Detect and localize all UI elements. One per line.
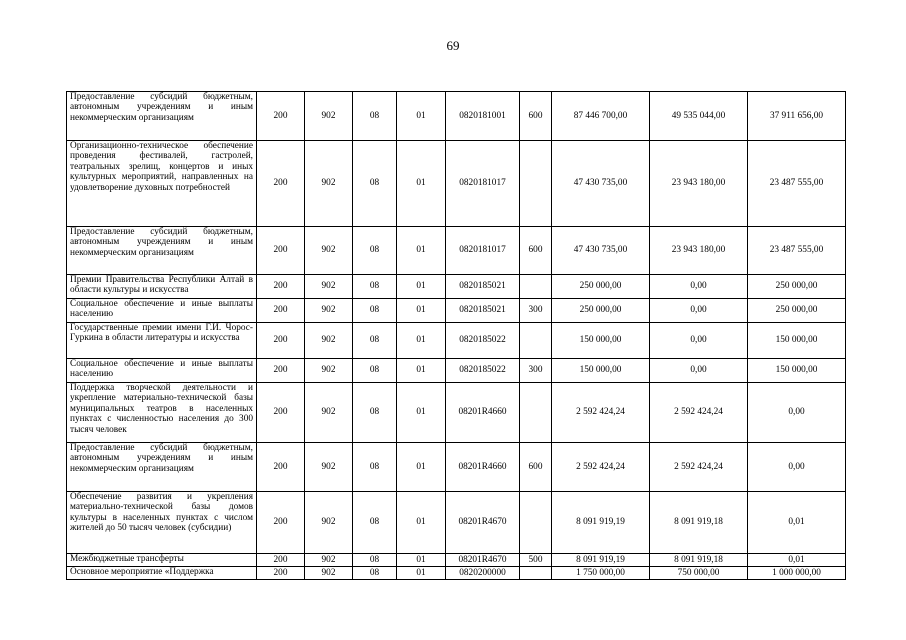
table-body	[67, 92, 846, 580]
row-sum-regional-cell: 150 000,00	[748, 359, 846, 383]
row-ved-code-cell: 902	[305, 275, 353, 299]
row-name-cell: Основное мероприятие «Поддержка	[67, 567, 257, 580]
row-subsection-cell: 01	[397, 383, 446, 443]
row-subsection-cell: 01	[397, 323, 446, 359]
row-ved-code-cell: 902	[305, 554, 353, 567]
row-sum-federal-cell: 0,00	[650, 323, 748, 359]
row-sum-total-cell: 250 000,00	[552, 299, 650, 323]
row-section-cell: 08	[353, 443, 397, 492]
row-ved-code-cell: 902	[305, 383, 353, 443]
row-expense-type-cell	[520, 141, 552, 227]
row-name-cell: Социальное обеспечение и иные выплаты населению	[67, 299, 257, 323]
row-target-article-cell: 0820185021	[446, 275, 520, 299]
row-section-cell: 08	[353, 359, 397, 383]
row-sum-federal-cell: 750 000,00	[650, 567, 748, 580]
table-row	[67, 92, 846, 141]
row-section-cell: 08	[353, 567, 397, 580]
row-section-cell: 08	[353, 141, 397, 227]
row-name-cell: Обеспечение развития и укрепления материально-технической базы домов культуры в населенных пунктах с числом жителей до 50 тысяч человек (субсидии)	[67, 492, 257, 554]
row-name-cell: Социальное обеспечение и иные выплаты населению	[67, 359, 257, 383]
table-row	[67, 299, 846, 323]
row-target-article-cell: 08201R4660	[446, 443, 520, 492]
row-sum-total-cell: 150 000,00	[552, 323, 650, 359]
row-sum-total-cell: 87 446 700,00	[552, 92, 650, 141]
row-sum-regional-cell: 0,00	[748, 383, 846, 443]
row-ved-code-cell: 902	[305, 323, 353, 359]
row-sum-total-cell: 150 000,00	[552, 359, 650, 383]
table-row	[67, 492, 846, 554]
row-expense-type-cell	[520, 275, 552, 299]
row-subsection-cell: 01	[397, 359, 446, 383]
row-sum-federal-cell: 23 943 180,00	[650, 141, 748, 227]
row-name-cell: Поддержка творческой деятельности и укрепление материально-технической базы муниципальных театров в населенных пунктах с численностью населения до 300 тысяч человек	[67, 383, 257, 443]
row-sum-federal-cell: 2 592 424,24	[650, 383, 748, 443]
row-ved-code-cell: 902	[305, 567, 353, 580]
page-number: 69	[446, 38, 460, 53]
table-row	[67, 227, 846, 275]
row-target-article-cell: 08201R4660	[446, 383, 520, 443]
table-row	[67, 275, 846, 299]
row-target-article-cell: 08201R4670	[446, 492, 520, 554]
row-sum-total-cell: 2 592 424,24	[552, 383, 650, 443]
row-section-cell: 08	[353, 554, 397, 567]
row-section-cell: 08	[353, 492, 397, 554]
row-ved-code-cell: 902	[305, 299, 353, 323]
row-sum-total-cell: 8 091 919,19	[552, 554, 650, 567]
row-name-cell: Государственные премии имени Г.И. Чорос-Гуркина в области литературы и искусства	[67, 323, 257, 359]
row-subsection-cell: 01	[397, 299, 446, 323]
row-sum-regional-cell: 0,00	[748, 443, 846, 492]
row-sum-federal-cell: 8 091 919,18	[650, 554, 748, 567]
table-row	[67, 359, 846, 383]
row-expense-type-cell	[520, 323, 552, 359]
row-target-article-cell: 08201R4670	[446, 554, 520, 567]
row-subsection-cell: 01	[397, 92, 446, 141]
row-grbs-cell: 200	[257, 359, 305, 383]
row-grbs-cell: 200	[257, 567, 305, 580]
row-grbs-cell: 200	[257, 554, 305, 567]
row-sum-total-cell: 47 430 735,00	[552, 141, 650, 227]
row-grbs-cell: 200	[257, 141, 305, 227]
table-row	[67, 141, 846, 227]
row-name-cell: Организационно-техническое обеспечение проведения фестивалей, гастролей, театральных зрелищ, концертов и иных культурных мероприятий, направленных на удовлетворение духовных потребностей	[67, 141, 257, 227]
row-sum-regional-cell: 23 487 555,00	[748, 227, 846, 275]
row-target-article-cell: 0820185021	[446, 299, 520, 323]
row-sum-federal-cell: 0,00	[650, 299, 748, 323]
row-subsection-cell: 01	[397, 554, 446, 567]
row-sum-federal-cell: 49 535 044,00	[650, 92, 748, 141]
row-grbs-cell: 200	[257, 492, 305, 554]
row-subsection-cell: 01	[397, 227, 446, 275]
row-target-article-cell: 0820181017	[446, 141, 520, 227]
row-target-article-cell: 0820181017	[446, 227, 520, 275]
row-sum-regional-cell: 1 000 000,00	[748, 567, 846, 580]
table-row	[67, 383, 846, 443]
row-grbs-cell: 200	[257, 92, 305, 141]
row-sum-regional-cell: 250 000,00	[748, 299, 846, 323]
row-sum-total-cell: 47 430 735,00	[552, 227, 650, 275]
row-sum-regional-cell: 250 000,00	[748, 275, 846, 299]
row-sum-regional-cell: 0,01	[748, 554, 846, 567]
table-row	[67, 443, 846, 492]
row-section-cell: 08	[353, 383, 397, 443]
row-expense-type-cell	[520, 492, 552, 554]
row-sum-regional-cell: 23 487 555,00	[748, 141, 846, 227]
row-subsection-cell: 01	[397, 275, 446, 299]
row-ved-code-cell: 902	[305, 227, 353, 275]
row-section-cell: 08	[353, 299, 397, 323]
row-sum-federal-cell: 8 091 919,18	[650, 492, 748, 554]
budget-table	[66, 91, 846, 580]
row-subsection-cell: 01	[397, 141, 446, 227]
row-expense-type-cell	[520, 383, 552, 443]
row-expense-type-cell: 300	[520, 359, 552, 383]
row-sum-federal-cell: 23 943 180,00	[650, 227, 748, 275]
row-sum-federal-cell: 2 592 424,24	[650, 443, 748, 492]
row-target-article-cell: 0820185022	[446, 359, 520, 383]
row-name-cell: Предоставление субсидий бюджетным, автономным учреждениям и иным некоммерческим организациям	[67, 92, 257, 141]
row-expense-type-cell: 600	[520, 227, 552, 275]
row-sum-total-cell: 2 592 424,24	[552, 443, 650, 492]
row-target-article-cell: 0820200000	[446, 567, 520, 580]
row-sum-federal-cell: 0,00	[650, 275, 748, 299]
row-sum-federal-cell: 0,00	[650, 359, 748, 383]
row-sum-regional-cell: 0,01	[748, 492, 846, 554]
row-expense-type-cell: 600	[520, 443, 552, 492]
row-sum-regional-cell: 37 911 656,00	[748, 92, 846, 141]
row-target-article-cell: 0820185022	[446, 323, 520, 359]
row-section-cell: 08	[353, 92, 397, 141]
row-section-cell: 08	[353, 227, 397, 275]
row-name-cell: Премии Правительства Республики Алтай в области культуры и искусства	[67, 275, 257, 299]
row-subsection-cell: 01	[397, 567, 446, 580]
row-name-cell: Предоставление субсидий бюджетным, автономным учреждениям и иным некоммерческим организациям	[67, 443, 257, 492]
row-section-cell: 08	[353, 323, 397, 359]
row-subsection-cell: 01	[397, 492, 446, 554]
row-expense-type-cell: 300	[520, 299, 552, 323]
row-name-cell: Межбюджетные трансферты	[67, 554, 257, 567]
row-grbs-cell: 200	[257, 227, 305, 275]
row-expense-type-cell	[520, 567, 552, 580]
row-grbs-cell: 200	[257, 323, 305, 359]
row-grbs-cell: 200	[257, 275, 305, 299]
row-grbs-cell: 200	[257, 443, 305, 492]
row-ved-code-cell: 902	[305, 141, 353, 227]
row-sum-total-cell: 250 000,00	[552, 275, 650, 299]
table-row	[67, 554, 846, 567]
row-expense-type-cell: 500	[520, 554, 552, 567]
row-sum-regional-cell: 150 000,00	[748, 323, 846, 359]
row-section-cell: 08	[353, 275, 397, 299]
row-target-article-cell: 0820181001	[446, 92, 520, 141]
row-grbs-cell: 200	[257, 299, 305, 323]
row-grbs-cell: 200	[257, 383, 305, 443]
row-ved-code-cell: 902	[305, 443, 353, 492]
table-row	[67, 567, 846, 580]
row-ved-code-cell: 902	[305, 492, 353, 554]
row-sum-total-cell: 8 091 919,19	[552, 492, 650, 554]
table-row	[67, 323, 846, 359]
row-name-cell: Предоставление субсидий бюджетным, автономным учреждениям и иным некоммерческим организациям	[67, 227, 257, 275]
row-sum-total-cell: 1 750 000,00	[552, 567, 650, 580]
row-subsection-cell: 01	[397, 443, 446, 492]
row-expense-type-cell: 600	[520, 92, 552, 141]
row-ved-code-cell: 902	[305, 359, 353, 383]
row-ved-code-cell: 902	[305, 92, 353, 141]
